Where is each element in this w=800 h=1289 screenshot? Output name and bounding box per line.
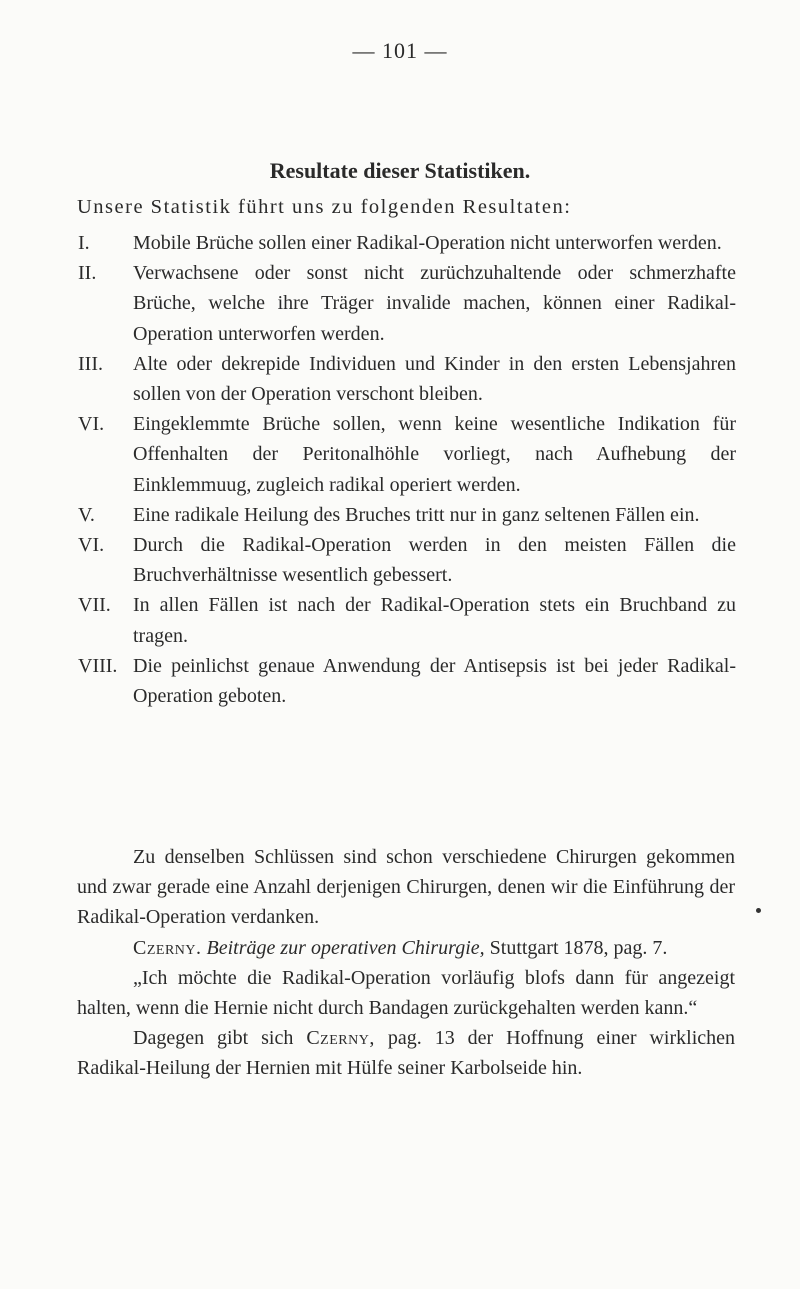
list-numeral: II. [78,262,97,285]
paragraph-end: pag. 13 der Hoffnung einer wirklichen Radikal-Heilung der Hernien mit Hülfe seiner Karbolseide hin. [77,1027,736,1080]
citation [77,933,735,963]
list-item [0,500,736,530]
body-text [77,842,735,1084]
paragraph: Zu denselben Schlüssen sind schon verschiedene Chirurgen gekommen und zwar gerade eine Anzahl derjenigen Chirurgen, denen wir die Einführung der Radikal-Operation verdanken. [77,846,735,929]
quote-paragraph: „Ich möchte die Radikal-Operation vorläufig blofs dann für angezeigt halten, wenn die Hernie nicht durch Bandagen zurückgehalten werden kann.“ [77,966,735,1020]
citation-title: Beiträge zur operativen Chirurgie, [206,936,485,959]
list-item [0,409,736,500]
list-numeral: VI. [78,413,105,436]
paragraph [77,1023,735,1083]
list-numeral: VIII. [78,654,118,677]
paragraph-author: Czerny, [306,1027,375,1050]
intro-line: Unsere Statistik führt uns zu folgenden Resultaten: [77,196,572,218]
list-numeral: VI. [78,534,105,557]
list-text: Durch die Radikal-Operation werden in den meisten Fällen die Bruchverhältnisse wesentlich gebessert. [133,534,736,587]
list-text: Mobile Brüche sollen einer Radikal-Operation nicht unterworfen werden. [133,232,722,254]
list-text: Die peinlichst genaue Anwendung der Antisepsis ist bei jeder Radikal-Operation geboten. [133,654,736,708]
list-text: In allen Fällen ist nach der Radikal-Operation stets ein Bruchband zu tragen. [133,594,736,647]
paragraph-start: Dagegen gibt sich [133,1027,294,1050]
results-list [0,228,800,711]
citation-rest: Stuttgart 1878, pag. 7. [489,936,668,959]
list-text: Verwachsene oder sonst nicht zurüchzuhaltende oder schmerzhafte Brüche, welche ihre Träger invalide machen, können einer Radikal-Operation unterworfen werden. [133,262,736,345]
list-text: Alte oder dekrepide Individuen und Kinder in den ersten Lebensjahren sollen von der Operation verschont bleiben. [133,352,736,406]
list-item [0,530,736,590]
list-item [0,258,736,349]
list-item [0,590,736,650]
list-numeral: I. [78,232,90,254]
margin-dot [756,908,761,913]
section-heading: Resultate dieser Statistiken. [269,158,531,183]
list-item [0,651,736,711]
list-numeral: VII. [78,594,111,617]
list-numeral: V. [78,503,95,526]
list-item [0,228,736,258]
list-text: Eine radikale Heilung des Bruches tritt nur in ganz seltenen Fällen ein. [133,503,700,526]
citation-author: Czerny. [133,936,202,959]
page-number: — 101 — [352,38,448,63]
list-numeral: III. [78,352,103,375]
list-text: Eingeklemmte Brüche sollen, wenn keine wesentliche Indikation für Offenhalten der Peritonalhöhle vorliegt, nach Aufhebung der Einklemmuug, zugleich radikal operiert werden. [133,413,736,496]
list-item [0,349,736,409]
